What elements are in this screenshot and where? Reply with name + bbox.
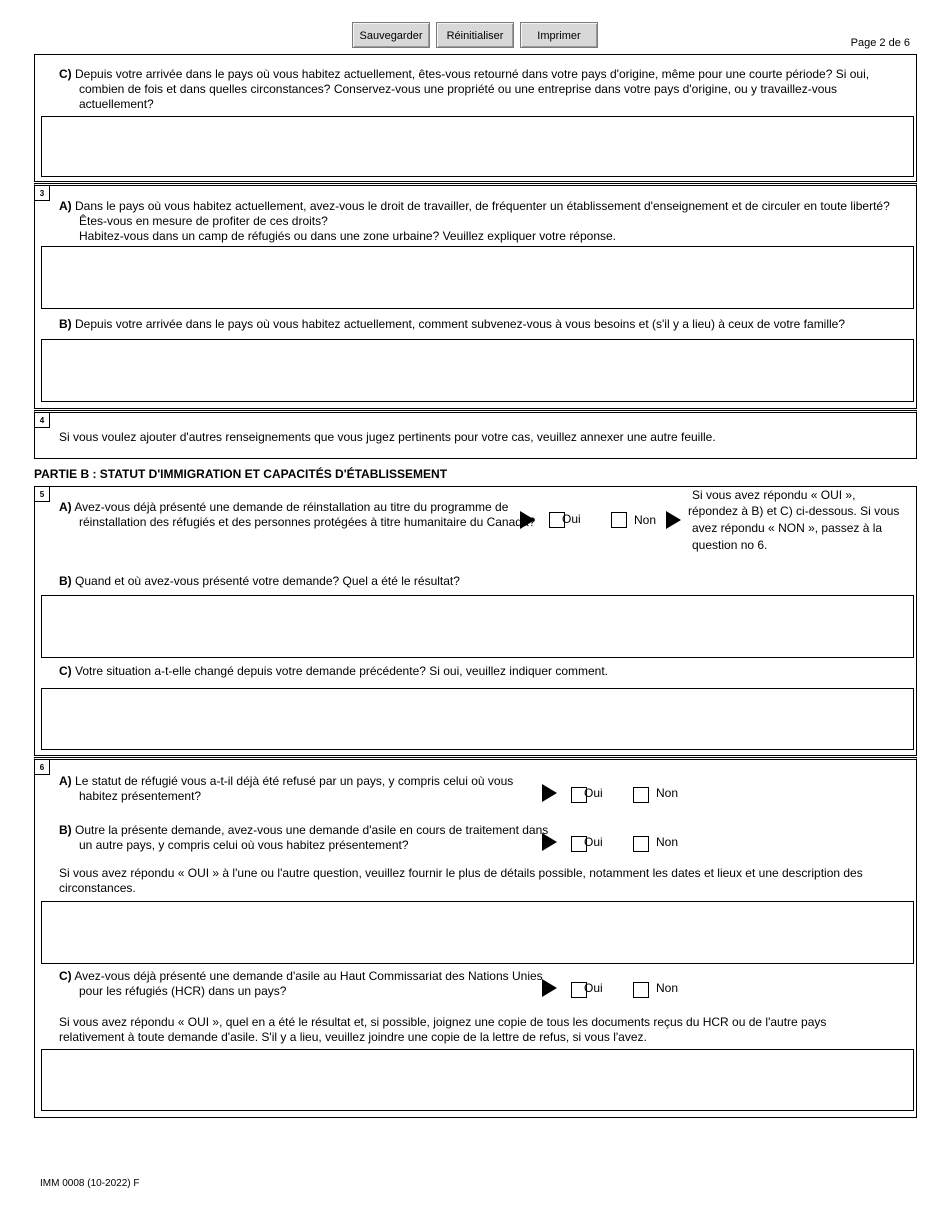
- no-label: Non: [656, 835, 679, 849]
- question-number: 6: [34, 759, 50, 775]
- answer-6ab-input[interactable]: [42, 902, 913, 963]
- yes-label: Oui: [584, 835, 603, 849]
- save-button[interactable]: Sauvegarder: [352, 22, 430, 48]
- note-line-1: Si vous avez répondu « OUI »,: [692, 488, 856, 502]
- question-text: Depuis votre arrivée dans le pays où vous habitez actuellement, êtes-vous retourné dans votre pays d'origine, même pour une courte période? Si oui, combien de fois et dans quelles circonstances? Conservez-vous une propriété ou une entreprise dans votre pays d'origine, ou y travaillez-vous actuellement?: [75, 67, 870, 111]
- question-6ab-details-text: Si vous avez répondu « OUI » à l'une ou l'autre question, veuillez fournir le plus de détails possible, notamment les dates et lieux et une description des circonstances.: [59, 866, 863, 895]
- part-b-title: PARTIE B : STATUT D'IMMIGRATION ET CAPACITÉS D'ÉTABLISSEMENT: [34, 467, 448, 481]
- arrow-right-icon: [542, 833, 557, 851]
- question-4-section: [34, 410, 917, 459]
- question-text: Dans le pays où vous habitez actuellement, avez-vous le droit de travailler, de fréquenter un établissement d'enseignement et de circuler en toute liberté? Êtes-vous en mesure de profiter de ces droits?: [75, 199, 890, 228]
- answer-6c-input[interactable]: [42, 1050, 913, 1110]
- question-5b-text: [59, 574, 899, 589]
- question-5-section: [34, 486, 917, 756]
- question-letter: A): [59, 199, 72, 213]
- question-letter: B): [59, 317, 72, 331]
- question-text: Le statut de réfugié vous a-t-il déjà été refusé par un pays, y compris celui où vous habitez présentement?: [75, 774, 514, 803]
- question-5c-text: [59, 664, 899, 679]
- question-2c-section: [34, 54, 917, 182]
- question-6a-text: [59, 774, 549, 804]
- yes-label: Oui: [584, 981, 603, 995]
- form-code: IMM 0008 (10-2022) F: [40, 1178, 140, 1189]
- q6b-no-checkbox[interactable]: [633, 836, 649, 852]
- answer-5b-field[interactable]: [41, 595, 914, 658]
- no-label: Non: [656, 786, 679, 800]
- yes-label: Oui: [584, 786, 603, 800]
- question-6c-text: [59, 969, 559, 999]
- question-number: 3: [34, 185, 50, 201]
- question-text: Depuis votre arrivée dans le pays où vous habitez actuellement, comment subvenez-vous à vous besoins et (s'il y a lieu) à ceux de votre famille?: [75, 317, 846, 331]
- answer-5c-input[interactable]: [42, 689, 913, 749]
- reset-button[interactable]: Réinitialiser: [436, 22, 514, 48]
- question-6c-details-text: Si vous avez répondu « OUI », quel en a été le résultat et, si possible, joignez une copie de tous les documents reçus du HCR ou de l'autre pays relativement à toute demande d'asile. S'il y a lieu, veuillez joindre une copie de la lettre de refus, si vous l'avez.: [59, 1015, 827, 1044]
- q5-instruction-note: [688, 488, 902, 554]
- answer-3a-input[interactable]: [42, 247, 913, 308]
- no-label: Non: [634, 513, 657, 527]
- question-letter: A): [59, 500, 72, 514]
- question-text: Outre la présente demande, avez-vous une demande d'asile en cours de traitement dans un autre pays, y compris celui où vous habitez présentement?: [75, 823, 549, 852]
- question-number: 4: [34, 412, 50, 428]
- q5a-no-checkbox[interactable]: [611, 512, 627, 528]
- q6a-no-checkbox[interactable]: [633, 787, 649, 803]
- answer-3a-field[interactable]: [41, 246, 914, 309]
- question-2c-text: [59, 67, 899, 112]
- question-letter: B): [59, 574, 72, 588]
- question-text: Votre situation a-t-elle changé depuis votre demande précédente? Si oui, veuillez indiquer comment.: [75, 664, 609, 678]
- question-text: Avez-vous déjà présenté une demande d'asile au Haut Commissariat des Nations Unies pour les réfugiés (HCR) dans un pays?: [74, 969, 543, 998]
- arrow-right-icon: [666, 511, 681, 529]
- page-number: Page 2 de 6: [850, 37, 910, 49]
- question-3-section: [34, 183, 917, 409]
- question-6b-text: [59, 823, 559, 853]
- question-text: Avez-vous déjà présenté une demande de réinstallation au titre du programme de réinstallation des réfugiés et des personnes protégées à titre humanitaire du Canada?: [74, 500, 536, 529]
- arrow-right-icon: [520, 511, 535, 529]
- note-line-2: répondez à B) et C) ci-dessous. Si vous avez répondu « NON », passez à la question no 6.: [688, 504, 900, 552]
- arrow-right-icon: [542, 979, 557, 997]
- question-6-section: [34, 757, 917, 1118]
- question-letter: B): [59, 823, 72, 837]
- question-5a-text: [59, 500, 539, 530]
- question-3b-text: [59, 317, 899, 332]
- answer-5b-input[interactable]: [42, 596, 913, 657]
- question-letter: A): [59, 774, 72, 788]
- question-letter: C): [59, 969, 72, 983]
- answer-6ab-field[interactable]: [41, 901, 914, 964]
- answer-2c-input[interactable]: [42, 117, 913, 176]
- answer-3b-input[interactable]: [42, 340, 913, 401]
- answer-3b-field[interactable]: [41, 339, 914, 402]
- question-4-text: Si vous voulez ajouter d'autres renseignements que vous jugez pertinents pour votre cas, veuillez annexer une autre feuille.: [59, 430, 716, 444]
- arrow-right-icon: [542, 784, 557, 802]
- question-letter: C): [59, 664, 72, 678]
- answer-5c-field[interactable]: [41, 688, 914, 750]
- answer-2c-field[interactable]: [41, 116, 914, 177]
- answer-6c-field[interactable]: [41, 1049, 914, 1111]
- no-label: Non: [656, 981, 679, 995]
- question-3a-text: [59, 199, 899, 244]
- print-button[interactable]: Imprimer: [520, 22, 598, 48]
- question-number: 5: [34, 486, 50, 502]
- question-letter: C): [59, 67, 72, 81]
- question-text-continued: Habitez-vous dans un camp de réfugiés ou dans une zone urbaine? Veuillez expliquer votre réponse.: [79, 229, 617, 243]
- yes-label: Oui: [562, 512, 581, 526]
- q6c-no-checkbox[interactable]: [633, 982, 649, 998]
- question-text: Quand et où avez-vous présenté votre demande? Quel a été le résultat?: [75, 574, 460, 588]
